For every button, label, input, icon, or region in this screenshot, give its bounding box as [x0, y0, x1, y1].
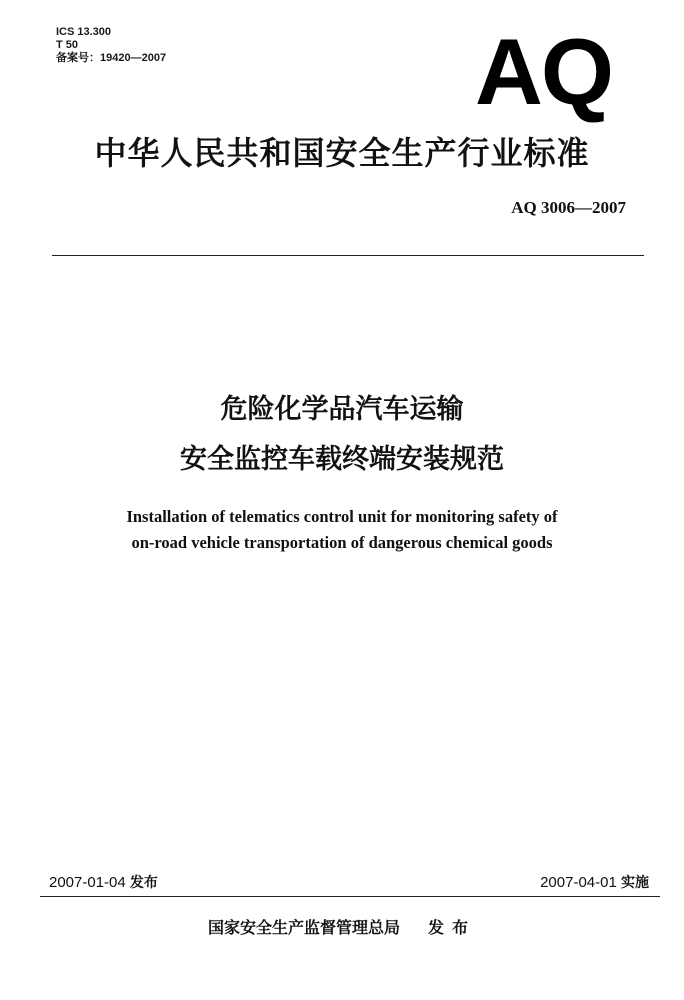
- header-divider: [52, 255, 644, 256]
- document-title-en-line1: Installation of telematics control unit for monitoring safety of: [126, 507, 558, 526]
- standard-code: AQ 3006—2007: [511, 198, 626, 217]
- publisher-name: 国家安全生产监督管理总局: [207, 918, 400, 937]
- aq-logo: AQ: [475, 19, 612, 124]
- issued-date: [49, 872, 158, 892]
- classification-code: T 50: [56, 39, 79, 51]
- document-title-cn-line2: 安全监控车载终端安装规范: [180, 444, 504, 475]
- standard-title: 中华人民共和国安全生产行业标准: [94, 134, 590, 172]
- issued-date-value: 2007-01-04: [49, 874, 126, 891]
- ics-code: ICS 13.300: [56, 26, 112, 38]
- publisher-line: [0, 915, 684, 938]
- document-metadata: [56, 26, 166, 65]
- footer-divider: [40, 896, 660, 897]
- effective-date: [540, 872, 649, 892]
- document-title-en-line2: on-road vehicle transportation of dangerous chemical goods: [131, 533, 553, 552]
- effective-label: 实施: [621, 875, 649, 891]
- document-title-cn-line1: 危险化学品汽车运输: [220, 394, 464, 425]
- record-number: 备案号：19420—2007: [56, 52, 167, 64]
- effective-date-value: 2007-04-01: [540, 874, 617, 891]
- issued-label: 发布: [129, 875, 158, 891]
- publish-label: 发布: [428, 918, 477, 937]
